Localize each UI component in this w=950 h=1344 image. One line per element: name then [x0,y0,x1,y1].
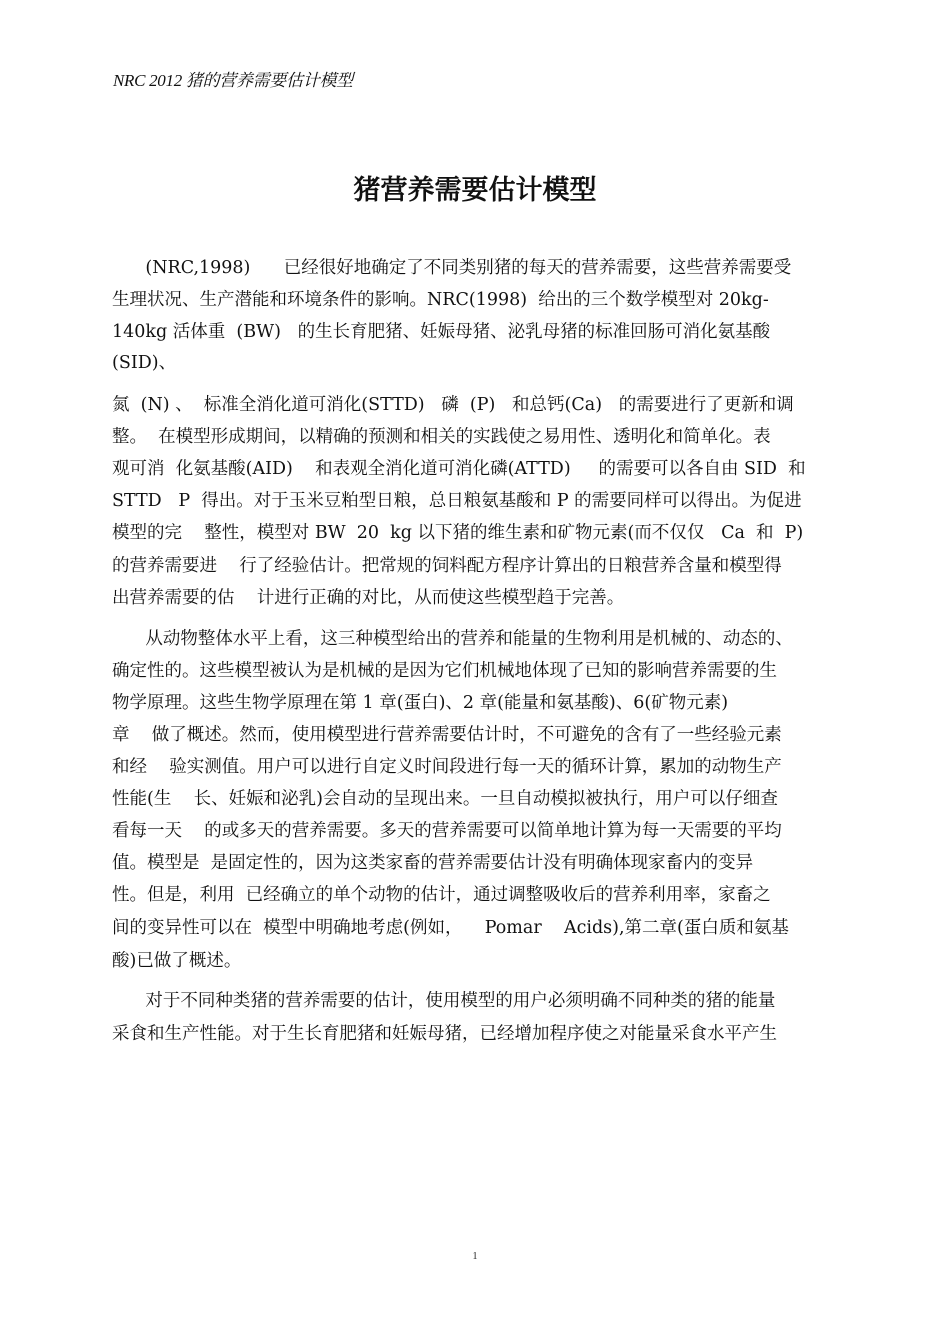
text-line: 值。模型是 是固定性的，因为这类家畜的营养需要估计没有明确体现家畜内的变异 [112,853,754,873]
text-line: 确定性的。这些模型被认为是机械的是因为它们机械地体现了已知的影响营养需要的生 [112,661,777,681]
text-line: (SID)、 [112,353,177,373]
text-line: 性能(生 长、妊娠和泌乳)会自动的呈现出来。一旦自动模拟被执行，用户可以仔细查 [112,789,778,809]
running-header: NRC 2012 猪的营养需要估计模型 [113,71,353,90]
text-line: 氮 (N) 、 标准全消化道可消化(STTD) 磷 (P) 和总钙(Ca) 的需要进行了更新和调 [112,395,794,415]
text-line: 物学原理。这些生物学原理在第 1 章(蛋白)、2 章(能量和氨基酸)、6(矿物元素) [112,693,729,713]
text-line: 模型的完 整性，模型对 BW 20 kg 以下猪的维生素和矿物元素(而不仅仅 Ca 和 P) [112,523,804,543]
page-number: 1 [472,1251,478,1262]
text-line: 和经 验实测值。用户可以进行自定义时间段进行每一天的循环计算，累加的动物生产 [112,757,782,777]
text-line: 间的变异性可以在 模型中明确地考虑(例如， Pomar Acids),第二章(蛋白质和氨基 [112,918,789,938]
text-line: 140kg 活体重 (BW) 的生长育肥猪、妊娠母猪、泌乳母猪的标准回肠可消化氨基酸 [112,322,771,342]
text-line: 对于不同种类猪的营养需要的估计，使用模型的用户必须明确不同种类的猪的能量 [112,991,776,1011]
text-line: STTD P 得出。对于玉米豆粕型日粮，总日粮氨基酸和 P 的需要同样可以得出。为促进 [112,491,802,511]
text-line: 看每一天 的或多天的营养需要。多天的营养需要可以简单地计算为每一天需要的平均 [112,821,782,841]
text-line: 整。 在模型形成期间，以精确的预测和相关的实践使之易用性、透明化和简单化。表 [112,427,771,447]
text-line: 章 做了概述。然而，使用模型进行营养需要估计时，不可避免的含有了一些经验元素 [112,725,782,745]
text-line: 出营养需要的估 计进行正确的对比，从而使这些模型趋于完善。 [112,588,625,608]
text-line: 观可消 化氨基酸(AID) 和表观全消化道可消化磷(ATTD) 的需要可以各自由 SID 和 [112,459,806,479]
page-title: 猪营养需要估计模型 [353,175,597,206]
text-line: 性。但是，利用 已经确立的单个动物的估计，通过调整吸收后的营养利用率，家畜之 [112,885,771,905]
text-line: 采食和生产性能。对于生长育肥猪和妊娠母猪，已经增加程序使之对能量采食水平产生 [112,1024,777,1044]
text-line: (NRC,1998) 已经很好地确定了不同类别猪的每天的营养需要，这些营养需要受 [112,258,792,278]
text-line: 酸)已做了概述。 [112,951,242,971]
text-line: 生理状况、生产潜能和环境条件的影响。NRC(1998) 给出的三个数学模型对 20kg- [112,290,769,310]
text-line: 的营养需要进 行了经验估计。把常规的饲料配方程序计算出的日粮营养含量和模型得 [112,556,782,576]
text-line: 从动物整体水平上看，这三种模型给出的营养和能量的生物利用是机械的、动态的、 [112,629,793,649]
